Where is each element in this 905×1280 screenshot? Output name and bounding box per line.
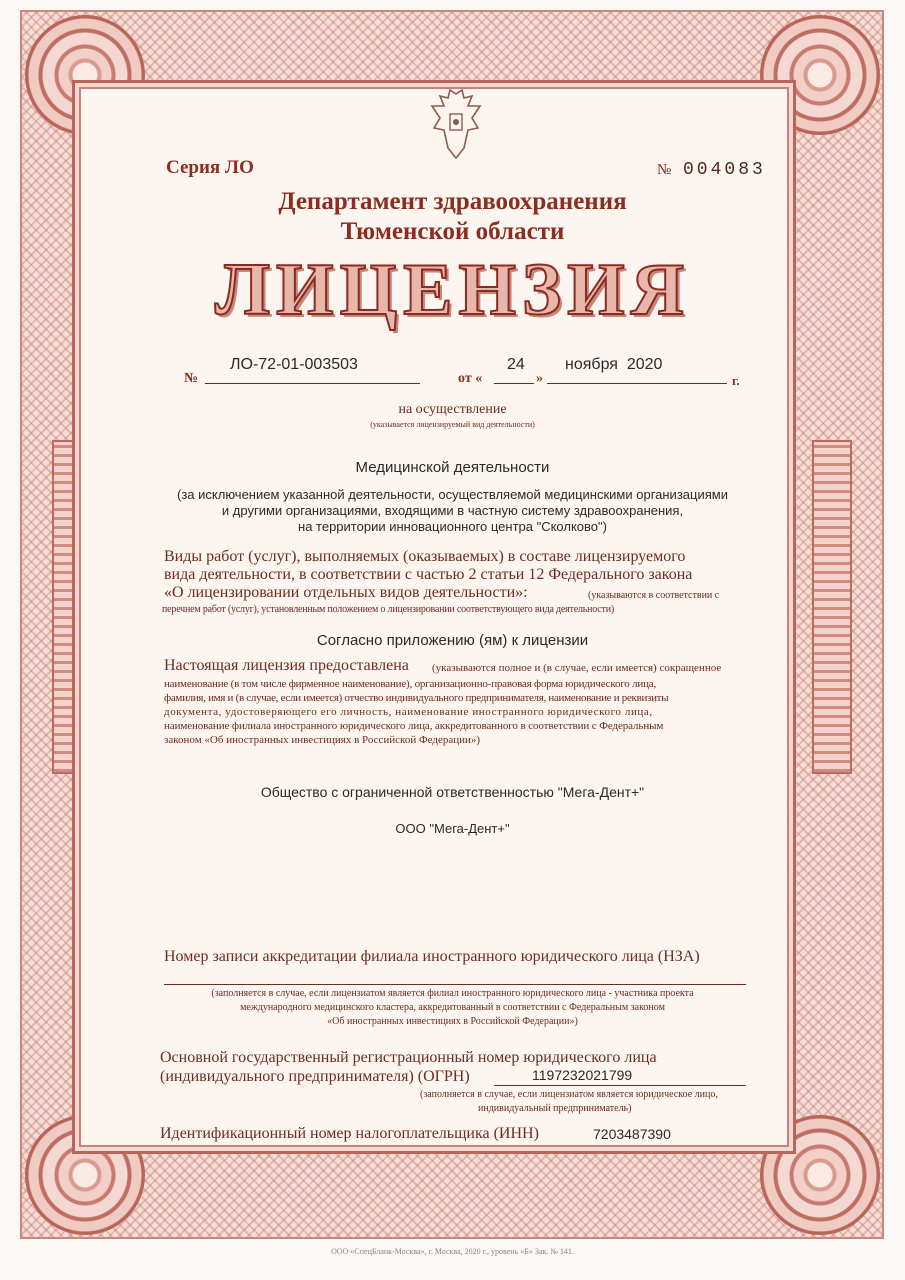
blank-number: 004083: [683, 160, 766, 180]
nza-hint-1: (заполняется в случае, если лицензиатом является филиал иностранного юридического лица - участника проекта: [211, 988, 694, 999]
year-suffix: г.: [732, 373, 740, 388]
works-line3: «О лицензировании отдельных видов деятельности»:: [164, 584, 528, 601]
licensee-full-name: Общество с ограниченной ответственностью "Мега-Дент+": [260, 784, 645, 800]
date-from-label: от «: [458, 371, 483, 386]
granted-hint-4: документа, удостоверяющего его личность, наименование иностранного юридического лица,: [164, 706, 653, 718]
department-line1: Департамент здравоохранения: [278, 188, 627, 215]
granted-lead: Настоящая лицензия предоставлена: [164, 657, 409, 674]
activity-exclusion-1: (за исключением указанной деятельности, осуществляемой медицинскими организациями: [177, 487, 728, 502]
granted-hint-5: наименование филиала иностранного юридического лица, аккредитованного в соответствии с Федеральным: [164, 720, 664, 732]
works-hint-inline: (указываются в соответствии с: [588, 590, 720, 601]
granted-hint-2: наименование (в том числе фирменное наименование), организационно-правовая форма юридического лица,: [164, 678, 657, 690]
coat-of-arms-icon: [428, 88, 484, 160]
granted-hint-3: фамилия, имя и (в случае, если имеется) отчество индивидуального предпринимателя, наименование и реквизиты: [164, 692, 669, 704]
licensee-short-name: ООО "Мега-Дент+": [395, 821, 510, 836]
granted-hint-6: законом «Об иностранных инвестициях в Российской Федерации»): [164, 734, 481, 746]
activity-exclusion-3: на территории инновационного центра "Сколково"): [298, 519, 607, 534]
ogrn-hint-2: индивидуальный предприниматель): [478, 1103, 632, 1114]
activity-label: на осуществление: [398, 402, 507, 417]
date-quote-close: »: [536, 371, 543, 386]
date-month-line: [547, 383, 727, 384]
inn-label: Идентификационный номер налогоплательщика (ИНН): [160, 1125, 539, 1142]
ogrn-label-2: (индивидуального предпринимателя) (ОГРН): [160, 1068, 470, 1085]
granted-hint-inline: (указываются полное и (в случае, если имеется) сокращенное: [432, 662, 722, 674]
license-no-value: ЛО-72-01-003503: [230, 356, 358, 373]
nza-hint-2: международного медицинского кластера, аккредитованный в соответствии с Федеральным законом: [240, 1002, 665, 1013]
ogrn-hint-1: (заполняется в случае, если лицензиатом является юридическое лицо,: [420, 1089, 718, 1100]
series-label: Серия ЛО: [166, 157, 254, 178]
license-no-line: [205, 383, 420, 384]
activity-name: Медицинской деятельности: [355, 459, 550, 476]
nza-line: [164, 984, 746, 985]
document-title: ЛИЦЕНЗИЯ: [214, 249, 691, 331]
activity-hint: (указывается лицензируемый вид деятельности): [370, 420, 535, 429]
works-line2: вида деятельности, в соответствии с частью 2 статьи 12 Федерального закона: [164, 566, 693, 583]
works-value: Согласно приложению (ям) к лицензии: [316, 632, 589, 649]
date-month-year: ноября 2020: [565, 356, 663, 373]
ogrn-label-1: Основной государственный регистрационный номер юридического лица: [160, 1049, 657, 1066]
number-label: №: [657, 162, 672, 178]
date-day: 24: [507, 356, 525, 373]
activity-exclusion-2: и другими организациями, входящими в частную систему здравоохранения,: [221, 503, 684, 518]
works-hint-2: перечнем работ (услуг), установленным положением о лицензировании соответствующего вида деятельности): [162, 604, 614, 615]
ogrn-line: [494, 1085, 746, 1086]
works-line1: Виды работ (услуг), выполняемых (оказываемых) в составе лицензируемого: [164, 548, 686, 565]
license-no-label: №: [184, 371, 199, 386]
ogrn-value: 1197232021799: [532, 1067, 633, 1083]
nza-label: Номер записи аккредитации филиала иностранного юридического лица (НЗА): [164, 948, 700, 965]
inn-value: 7203487390: [593, 1126, 671, 1142]
department-line2: Тюменской области: [340, 218, 565, 245]
printing-house-info: ООО «СпецБланк-Москва», г. Москва, 2020 г., уровень «Б» Зак. № 141.: [331, 1247, 574, 1256]
date-day-line: [494, 383, 534, 384]
nza-hint-3: «Об иностранных инвестициях в Российской Федерации»): [327, 1016, 578, 1027]
